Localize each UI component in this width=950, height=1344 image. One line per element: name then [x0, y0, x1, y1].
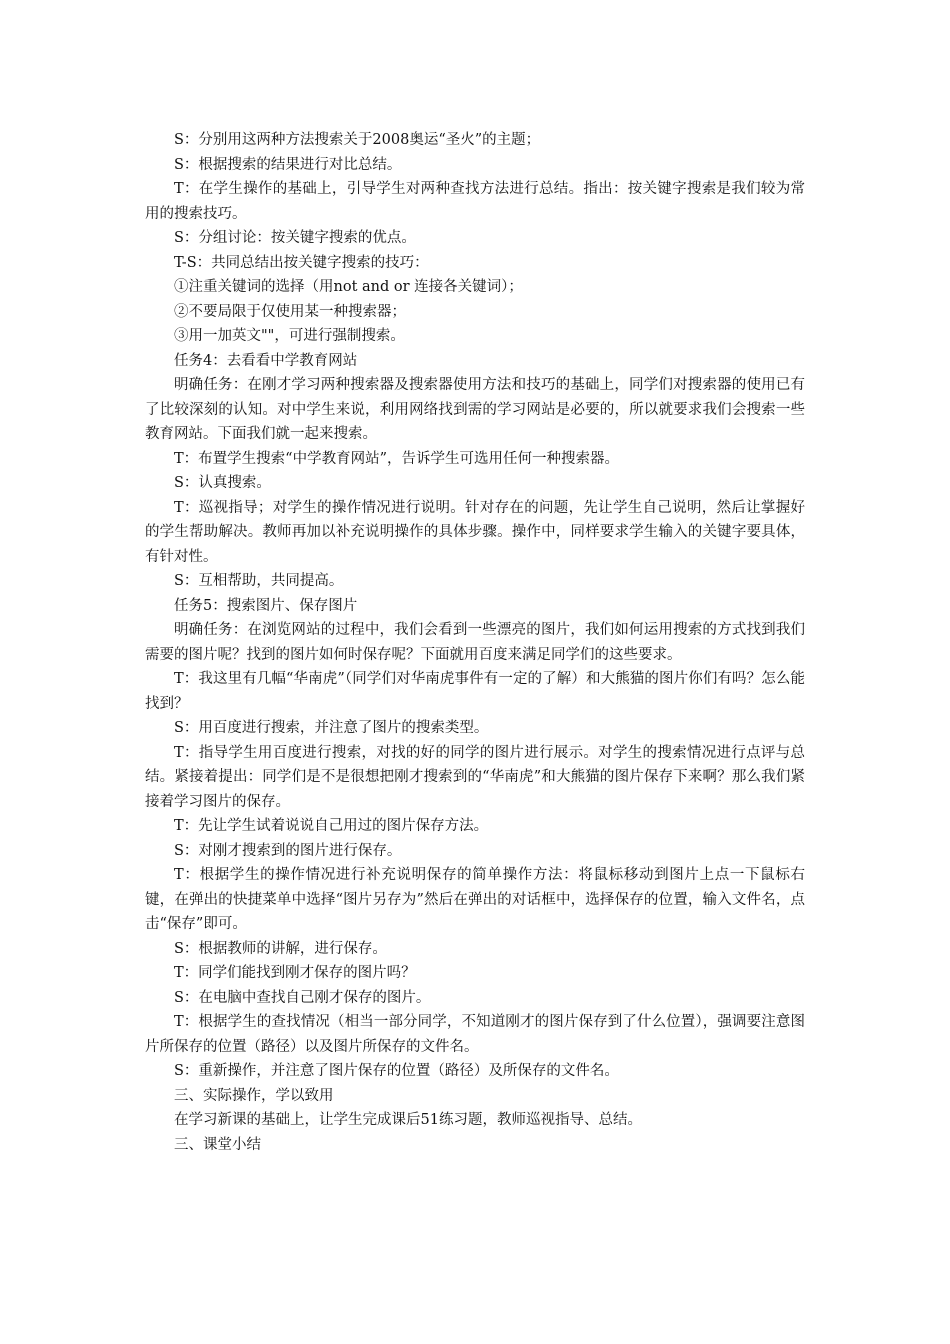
paragraph: S：根据搜索的结果进行对比总结。	[174, 156, 402, 173]
paragraph: S：在电脑中查找自己刚才保存的图片。	[174, 989, 431, 1006]
paragraph: T：我这里有几幅“华南虎”（同学们对华南虎事件有一定的了解）和大熊猫的图片你们有吗？怎么能找到？	[145, 671, 805, 712]
paragraph: T：布置学生搜索“中学教育网站”，告诉学生可选用任何一种搜索器。	[174, 450, 619, 467]
paragraph: T：根据学生的查找情况（相当一部分同学，不知道刚才的图片保存到了什么位置），强调要注意图片所保存的位置（路径）以及图片所保存的文件名。	[145, 1014, 805, 1055]
paragraph: T：同学们能找到刚才保存的图片吗？	[174, 965, 416, 981]
list-item: ①注重关键词的选择（用not and or 连接各关键词）；	[174, 279, 523, 295]
paragraph: S：互相帮助，共同提高。	[174, 573, 344, 589]
paragraph: S：用百度进行搜索，并注意了图片的搜索类型。	[174, 720, 489, 736]
section-heading: 三、实际操作，学以致用	[174, 1087, 334, 1104]
paragraph: S：分组讨论：按关键字搜索的优点。	[174, 230, 416, 246]
list-item: ③用一加英文""，可进行强制搜索。	[174, 328, 405, 344]
paragraph: T：先让学生试着说说自己用过的图片保存方法。	[174, 818, 489, 834]
paragraph: T：在学生操作的基础上，引导学生对两种查找方法进行总结。指出：按关键字搜索是我们较为常用的搜索技巧。	[145, 181, 805, 222]
paragraph: S：根据教师的讲解，进行保存。	[174, 940, 387, 957]
paragraph: S：分别用这两种方法搜索关于2008奥运“圣火”的主题；	[174, 132, 541, 148]
section-heading: 任务5：搜索图片、保存图片	[174, 597, 358, 614]
paragraph: 在学习新课的基础上，让学生完成课后51练习题，教师巡视指导、总结。	[174, 1112, 642, 1128]
paragraph: S：对刚才搜索到的图片进行保存。	[174, 842, 402, 859]
paragraph: T：巡视指导；对学生的操作情况进行说明。针对存在的问题，先让学生自己说明，然后让掌握好的学生帮助解决。教师再加以补充说明操作的具体步骤。操作中，同样要求学生输入的关键字要具体，有针对性。	[145, 499, 805, 565]
paragraph: T：指导学生用百度进行搜索，对找的好的同学的图片进行展示。对学生的搜索情况进行点评与总结。紧接着提出：同学们是不是很想把刚才搜索到的“华南虎”和大熊猫的图片保存下来啊？那么我们紧接着学习图片的保存。	[145, 744, 805, 810]
paragraph: T：根据学生的操作情况进行补充说明保存的简单操作方法：将鼠标移动到图片上点一下鼠标右键，在弹出的快捷菜单中选择“图片另存为”然后在弹出的对话框中，选择保存的位置，输入文件名，点击“保存”即可。	[145, 867, 805, 932]
section-heading: 任务4：去看看中学教育网站	[174, 352, 358, 369]
paragraph: S：认真搜索。	[174, 475, 271, 491]
paragraph: T-S：共同总结出按关键字搜索的技巧：	[174, 254, 429, 271]
paragraph: 明确任务：在浏览网站的过程中，我们会看到一些漂亮的图片，我们如何运用搜索的方式找到我们需要的图片呢？找到的图片如何时保存呢？下面就用百度来满足同学们的这些要求。	[145, 622, 805, 663]
paragraph: S：重新操作，并注意了图片保存的位置（路径）及所保存的文件名。	[174, 1063, 619, 1079]
document-body	[145, 128, 805, 1157]
paragraph: 明确任务：在刚才学习两种搜索器及搜索器使用方法和技巧的基础上，同学们对搜索器的使用已有了比较深刻的认知。对中学生来说，利用网络找到需的学习网站是必要的，所以就要求我们会搜索一些教育网站。下面我们就一起来搜索。	[145, 377, 805, 442]
section-heading: 三、课堂小结	[174, 1136, 261, 1153]
list-item: ②不要局限于仅使用某一种搜索器；	[174, 303, 406, 320]
